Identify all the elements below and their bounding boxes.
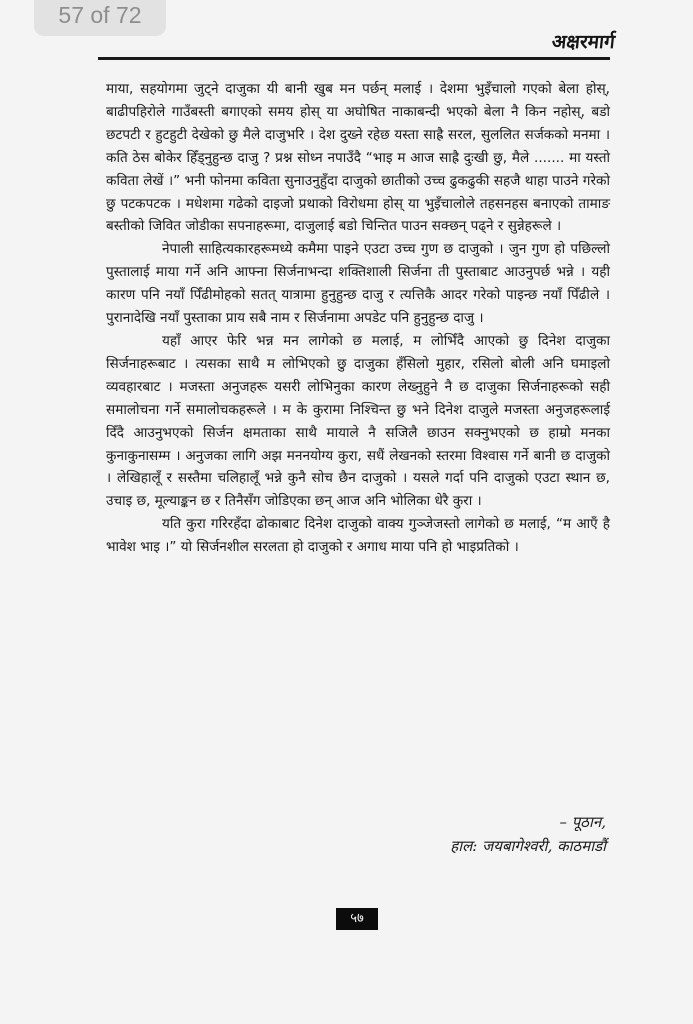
author-location: हाल: जयबागेश्वरी, काठमाडौं (450, 837, 606, 855)
paragraph-1: माया, सहयोगमा जुट्ने दाजुका यी बानी खुब मन पर्छन् मलाई । देशमा भुइँचालो गएको बेला होस्, बाढीपहिरोले गाउँबस्ती बगाएको समय होस् या अघोषित नाकाबन्दी भएको बेला नै किन नहोस्, बडो छटपटी र हुटहुटी देखेको छु मैले दाजुभरि । देश दुख्ने रहेछ यस्ता साह्रै सरल, सुललित सर्जकको मनमा । कति ठेस बोकेर हिँड्नुहुन्छ दाजु ? प्रश्न सोध्न नपाउँदै “भाइ म आज साह्रै दुःखी छु, मैले ....... मा यस्तो कविता लेखें ।” भनी फोनमा कविता सुनाउनुहुँदा दाजुको छातीको उच्च ढुकढुकी सहजै थाहा पाउने गरेको छु पटकपटक । मधेशमा गढेको दाइजो प्रथाको विरोधमा होस् या भुइँचालोले तहसनहस बनाएको तामाङ बस्तीको जिवित जोडीका सपनाहरूमा, दाजुलाई बडो चिन्तित पाउन सक्छन् पढ्ने र सुन्नेहरूले । (106, 81, 610, 235)
header-rule (98, 57, 610, 60)
author-name: – पूठान, (559, 813, 606, 831)
paragraph-4: यति कुरा गरिरहँदा ढोकाबाट दिनेश दाजुको वाक्य गुञ्जेजस्तो लागेको छ मलाई, “म आएँ है भावेश भाइ ।” यो सिर्जनशील सरलता हो दाजुको र अगाध माया पनि हो भाइप्रतिको । (106, 516, 610, 556)
running-header-title: अक्षरमार्ग (550, 31, 617, 53)
paragraph-2: नेपाली साहित्यकारहरूमध्ये कमैमा पाइने एउटा उच्च गुण छ दाजुको । जुन गुण हो पछिल्लो पुस्तालाई माया गर्ने अनि आफ्ना सिर्जनाभन्दा शक्तिशाली सिर्जना ती पुस्ताबाट आउनुपर्छ भन्ने । यही कारण पनि नयाँ पिँढीमोहको सतत् यात्रामा हुनुहुन्छ दाजु र त्यत्तिकै आदर गरेको पाइन्छ नयाँ पिँढीले । पुरानादेखि नयाँ पुस्ताका प्राय सबै नाम र सिर्जनामा अपडेट पनि हुनुहुन्छ दाजु । (106, 241, 610, 327)
page-number: ५७ (336, 908, 378, 930)
body-text (106, 78, 610, 559)
paragraph-3: यहाँ आएर फेरि भन्न मन लागेको छ मलाई, म लोभिँदै आएको छु दिनेश दाजुका सिर्जनाहरूबाट । त्यसका साथै म लोभिएको छु दाजुका हँसिलो मुहार, रसिलो बोली अनि घमाइलो व्यवहारबाट । मजस्ता अनुजहरू यसरी लोभिनुका कारण लेख्नुहुने नै छ दाजुका सिर्जनाहरूको सही समालोचना गर्ने समालोचकहरूले । म के कुरामा निश्चिन्त छु भने दिनेश दाजुले मजस्ता अनुजहरूलाई दिँदै आउनुभएको सिर्जन क्षमताका साथै मायाले नै सजिलै छाउन सक्नुभएको छ हाम्रो मनका कुनाकुनासम्म । अनुजका लागि अझ मननयोग्य कुरा, सधैं लेखनको स्तरमा विश्वास गर्ने बानी छ दाजुको । लेखिहालूँ र सस्तैमा चलिहालूँ भन्ने कुनै सोच छैन दाजुको । यसले गर्दा पनि दाजुको एउटा स्थान छ, उचाइ छ, मूल्याङ्कन छ र तिनैसँग जोडिएका छन् आज अनि भोलिका धेरै कुरा । (106, 332, 610, 510)
page-counter-badge: 57 of 72 (34, 0, 166, 36)
